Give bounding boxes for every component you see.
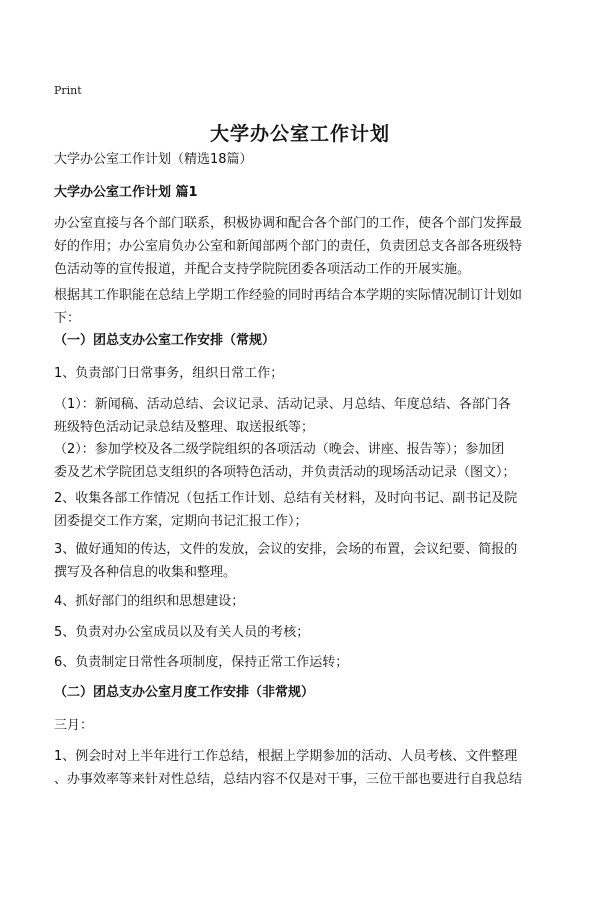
subheading-routine: [54, 329, 554, 352]
section-heading-line: 大学办公室工作计划 篇1: [54, 185, 198, 200]
list-item-line: 委及艺术学院团总支组织的各项特色活动，并负责活动的现场活动记录（图文）；: [54, 465, 516, 480]
list-item-month-1: [54, 745, 554, 791]
list-item-4: [54, 590, 554, 613]
subheading-line: （二）团总支办公室月度工作安排（非常规）: [54, 685, 315, 700]
paragraph-line: 好的作用；办公室肩负办公室和新闻部两个部门的责任，负责团总支各部各班级特: [54, 239, 523, 254]
paragraph-intro: [54, 212, 554, 281]
paragraph-line: 下：: [54, 311, 81, 326]
list-item-6: [54, 651, 554, 674]
paragraph-line: 办公室直接与各个部门联系，积极协调和配合各个部门的工作，使各个部门发挥最: [54, 216, 523, 231]
list-item-line: 3、做好通知的传达，文件的发放，会议的安排，会场的布置，会议纪要、简报的: [54, 542, 518, 557]
list-item-line: 班级特色活动记录总结及整理、取送报纸等；: [54, 420, 315, 435]
list-item-3: [54, 538, 554, 584]
list-item-line: 6、负责制定日常性各项制度，保持正常工作运转；: [54, 655, 349, 670]
list-item-1b: [54, 438, 554, 484]
list-item-line: 1、例会时对上半年进行工作总结，根据上学期参加的活动、人员考核、文件整理: [54, 749, 518, 764]
document-subtitle: [54, 148, 554, 171]
list-item-line: 、办事效率等来针对性总结，总结内容不仅是对干事，三位干部也要进行自我总结: [54, 772, 523, 787]
list-item-1a: [54, 393, 554, 439]
subtitle-line: 大学办公室工作计划（精选18篇）: [54, 152, 253, 167]
list-item-line: 1、负责部门日常事务，组织日常工作；: [54, 366, 284, 381]
subheading-line: （一）团总支办公室工作安排（常规）: [54, 333, 276, 348]
month-label: [54, 714, 554, 737]
list-item-1: [54, 362, 554, 385]
list-item-line: 2、收集各部工作情况（包括工作计划、总结有关材料，及时向书记、副书记及院: [54, 491, 518, 506]
list-item-line: （1）：新闻稿、活动总结、会议记录、活动记录、月总结、年度总结、各部门各: [54, 397, 511, 412]
list-item-line: 5、负责对办公室成员以及有关人员的考核；: [54, 625, 310, 640]
section-heading: [54, 181, 554, 204]
month-label-line: 三月：: [54, 718, 94, 733]
list-item-5: [54, 621, 554, 644]
paragraph-plan: [54, 284, 554, 330]
list-item-line: （2）：参加学校及各二级学院组织的各项活动（晚会、讲座、报告等）；参加团: [54, 442, 505, 457]
list-item-2: [54, 487, 554, 533]
subheading-monthly: [54, 681, 554, 704]
paragraph-line: 色活动等的宣传报道，并配合支持学院院团委各项活动工作的开展实施。: [54, 262, 471, 277]
print-label: Print: [54, 84, 82, 97]
document-title: 大学办公室工作计划: [209, 123, 390, 145]
list-item-line: 4、抓好部门的组织和思想建设；: [54, 594, 245, 609]
paragraph-line: 根据其工作职能在总结上学期工作经验的同时再结合本学期的实际情况制订计划如: [54, 288, 523, 303]
list-item-line: 撰写及各种信息的收集和整理。: [54, 565, 237, 580]
list-item-line: 团委提交工作方案，定期向书记汇报工作）；: [54, 514, 308, 529]
